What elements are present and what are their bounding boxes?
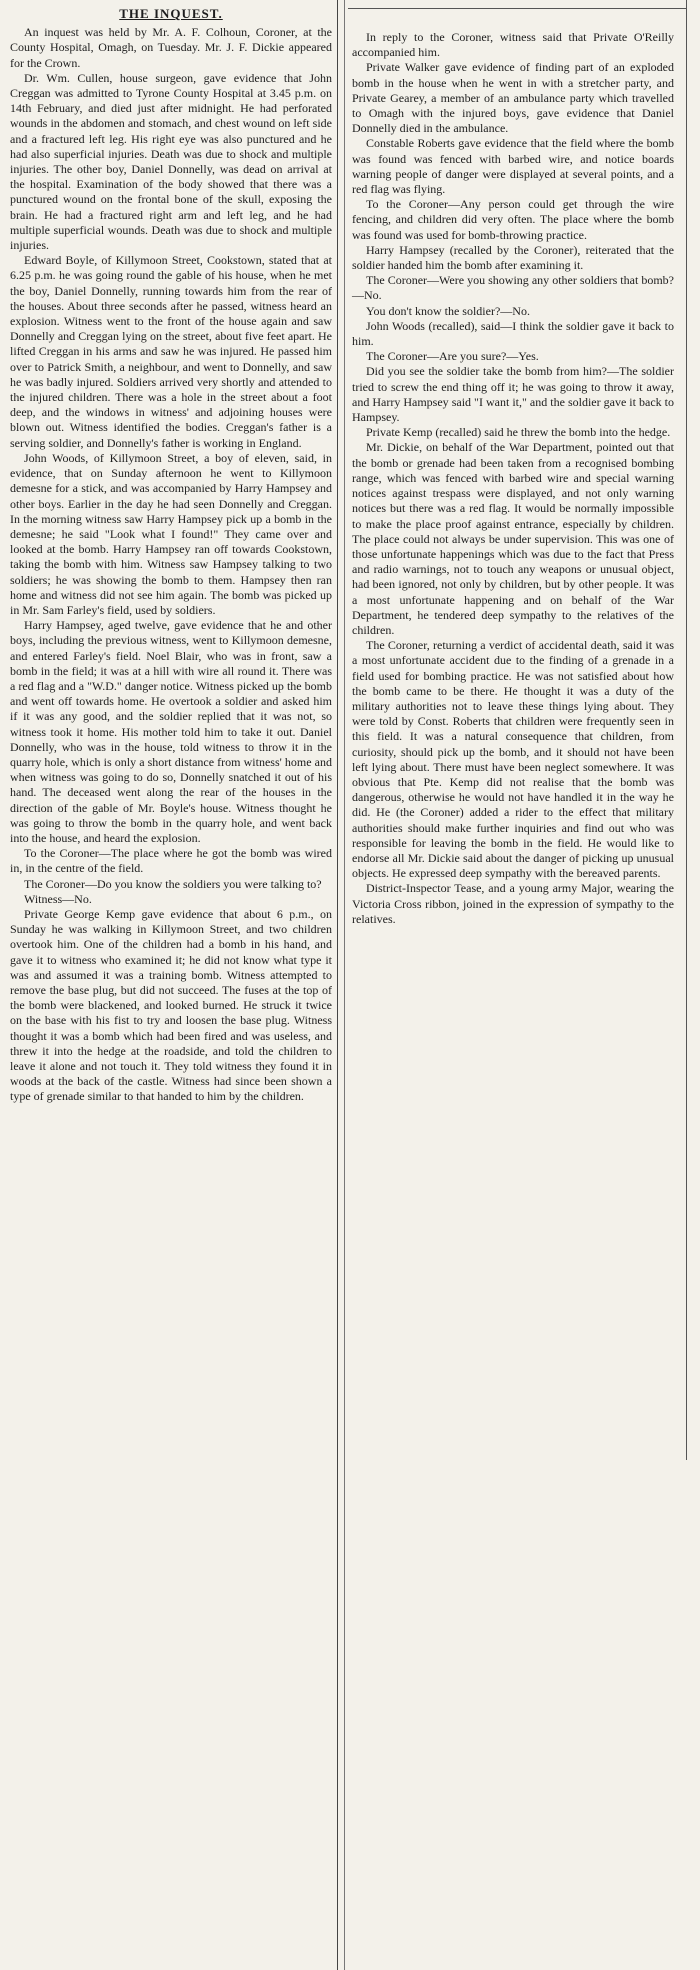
paragraph: In reply to the Coroner, witness said that Private O'Reilly accompanied him. [352, 30, 674, 60]
paragraph: Private Walker gave evidence of finding part of an exploded bomb in the house when he went in with a stretcher party, and Private Gearey, a member of an ambulance party which travelled to Omagh with the injured boys, gave evidence that Daniel Donnelly died in the ambulance. [352, 60, 674, 136]
right-column-border [686, 0, 687, 1460]
paragraph: To the Coroner—The place where he got the bomb was wired in, in the centre of the field. [10, 846, 332, 876]
paragraph: The Coroner—Were you showing any other soldiers that bomb?—No. [352, 273, 674, 303]
paragraph: The Coroner, returning a verdict of accidental death, said it was a most unfortunate accident due to the finding of a grenade in a field used for bombing practice. He was not satisfied about how the bomb came to be there. He thought it was a duty of the military authorities not to leave these things lying about. They were told by Const. Roberts that children were frequently seen in this field. It was a natural consequence that children, from curiosity, should pick up the bomb, and it should not have been left lying about. There must have been neglect somewhere. It was obvious that Pte. Kemp did not realise that the bomb was dangerous, otherwise he would not have handled it in the way he did. He (the Coroner) added a rider to the effect that military authorities should make further inquiries and find out who was responsible for leaving the bomb in the field. He would like to endorse all Mr. Dickie said about the danger of picking up unusual objects. He expressed deep sympathy with the bereaved parents. [352, 638, 674, 881]
paragraph: Harry Hampsey, aged twelve, gave evidence that he and other boys, including the previous witness, went to Killymoon demesne, and entered Farley's field. Noel Blair, who was in front, saw a bomb in the field; it was at a hill with wire all round it. There was a red flag and a "W.D." danger notice. Witness picked up the bomb and went off towards home. He overtook a soldier and asked him if it was any good, and the soldier replied that it was not, so witness took it home. His mother told him to take it out. Daniel Donnelly, who was in the house, told witness to throw it in the quarry hole, which is only a short distance from witness' home and when witness was going to do so, Donnelly snatched it out of his hand. The deceased went along the rear of the houses in the direction of the gable of Mr. Boyle's house. Witness thought he was going to throw the bomb in the quarry hole, and went back into the house, and heard the explosion. [10, 618, 332, 845]
paragraph: Mr. Dickie, on behalf of the War Department, pointed out that the bomb or grenade had been taken from a recognised bombing range, which was fenced with barbed wire and special warning notices against trespass were displayed, and not only warning notices but there was a red flag. It would be normally impossible to make the place proof against entrance, especially by children. The place could not always be under supervision. This was one of those unfortunate happenings which was due to the fact that Press and radio warnings, not to touch any weapons or unusual object, had been ignored, not only by children, but by other people. It was a most unfortunate happening and on behalf of the War Department, he tendered deep sympathy to the relatives of the children. [352, 440, 674, 637]
paragraph: To the Coroner—Any person could get through the wire fencing, and children did very often. The place where the bomb was found was used for bomb-throwing practice. [352, 197, 674, 242]
paragraph: The Coroner—Are you sure?—Yes. [366, 349, 539, 364]
paragraph: Harry Hampsey (recalled by the Coroner), reiterated that the soldier handed him the bomb after examining it. [352, 242, 674, 273]
paragraph: John Woods, of Killymoon Street, a boy of eleven, said, in evidence, that on Sunday afternoon he went to Killymoon demesne for a stick, and was accompanied by Harry Hampsey and other boys. Earlier in the day he had seen Donnelly and Creggan. In the morning witness saw Harry Hampsey pick up a bomb in the demesne; he said "Look what I found!" They came over and looked at the bomb. Harry Hampsey ran off towards Cookstown, taking the bomb with him. Witness saw Hampsey talking to two soldiers; he was showing the bomb to them. Hampsey then ran home and witness did not see him again. The bomb was picked up in Mr. Sam Farley's field, used by soldiers. [10, 450, 332, 617]
paragraph: Private George Kemp gave evidence that about 6 p.m., on Sunday he was walking in Killymoon Street, and two children overtook him. One of the children had a bomb in his hand, and gave it to witness who examined it; he did not know what type it was and assumed it was a training bomb. Witness attempted to remove the base plug, but did not succeed. The fuses at the top of the bomb were blackened, and looked burned. He struck it twice on the base with his fist to try and loosen the base plug. Witness thought it was a bomb which had been fired and was useless, and threw it into the hedge at the roadside, and told the children to leave it alone and not touch it. They told witness they found it in woods at the back of the castle. Witness had since been shown a type of grenade similar to that handed to him by the children. [10, 906, 332, 1104]
left-column [10, 6, 332, 1105]
paragraph: Constable Roberts gave evidence that the field where the bomb was found was fenced with barbed wire, and notice boards warning people of danger were displayed at several points, and a red flag was flying. [352, 136, 674, 197]
paragraph: John Woods (recalled), said—I think the soldier gave it back to him. [352, 318, 674, 349]
paragraph: District-Inspector Tease, and a young army Major, wearing the Victoria Cross ribbon, joined in the expression of sympathy to the relatives. [352, 881, 674, 926]
paragraph: Dr. Wm. Cullen, house surgeon, gave evidence that John Creggan was admitted to Tyrone County Hospital at 3.45 p.m. on 14th February, and died just after midnight. He had perforated wounds in the abdomen and stomach, and chest wound on left side and a fractured left leg. His right eye was also punctured and he had also superficial injuries. Death was due to shock and multiple injuries. The other boy, Daniel Donnelly, was dead on arrival at the hospital. Examination of the body showed that there was a punctured wound on the frontal bone of the skull, exposing the brain. He had a fractured right arm and left leg, and he had multiple superficial wounds. Death was due to shock and multiple injuries. [10, 70, 332, 253]
paragraph: An inquest was held by Mr. A. F. Colhoun, Coroner, at the County Hospital, Omagh, on Tuesday. Mr. J. F. Dickie appeared for the Crown. [10, 25, 332, 70]
paragraph: Private Kemp (recalled) said he threw the bomb into the hedge. [366, 425, 671, 440]
paragraph: Did you see the soldier take the bomb from him?—The soldier tried to screw the end thing off it; he was going to throw it away, and Harry Hampsey said "I want it," and the soldier gave it back to Hampsey. [352, 364, 674, 425]
right-column [352, 30, 674, 927]
paragraph: You don't know the soldier?—No. [366, 303, 530, 318]
top-rule [348, 8, 686, 9]
column-divider-inner [344, 0, 345, 1970]
column-divider [337, 0, 338, 1970]
paragraph: Edward Boyle, of Killymoon Street, Cookstown, stated that at 6.25 p.m. he was going round the gable of his house, when he met the boy, Daniel Donnelly, running towards him from the rear of the houses. About three seconds after he passed, witness heard an explosion. Witness went to the front of the house again and saw Donnelly and Creggan lying on the street, about five feet apart. He lifted Creggan in his arms and saw he was injured. He passed him over to Patrick Smith, a neighbour, and went to Donnelly, and saw he was badly injured. Soldiers arrived very shortly and attended to the injured children. There was a hole in the street about a foot deep, and the windows in witness' and adjoining houses were blown out. Witness identified the bodies. Creggan's father is a serving soldier, and Donnelly's father is working in England. [10, 253, 332, 450]
paragraph: Witness—No. [24, 891, 92, 906]
paragraph: The Coroner—Do you know the soldiers you were talking to? [24, 876, 322, 891]
article-headline: THE INQUEST. [119, 6, 223, 21]
